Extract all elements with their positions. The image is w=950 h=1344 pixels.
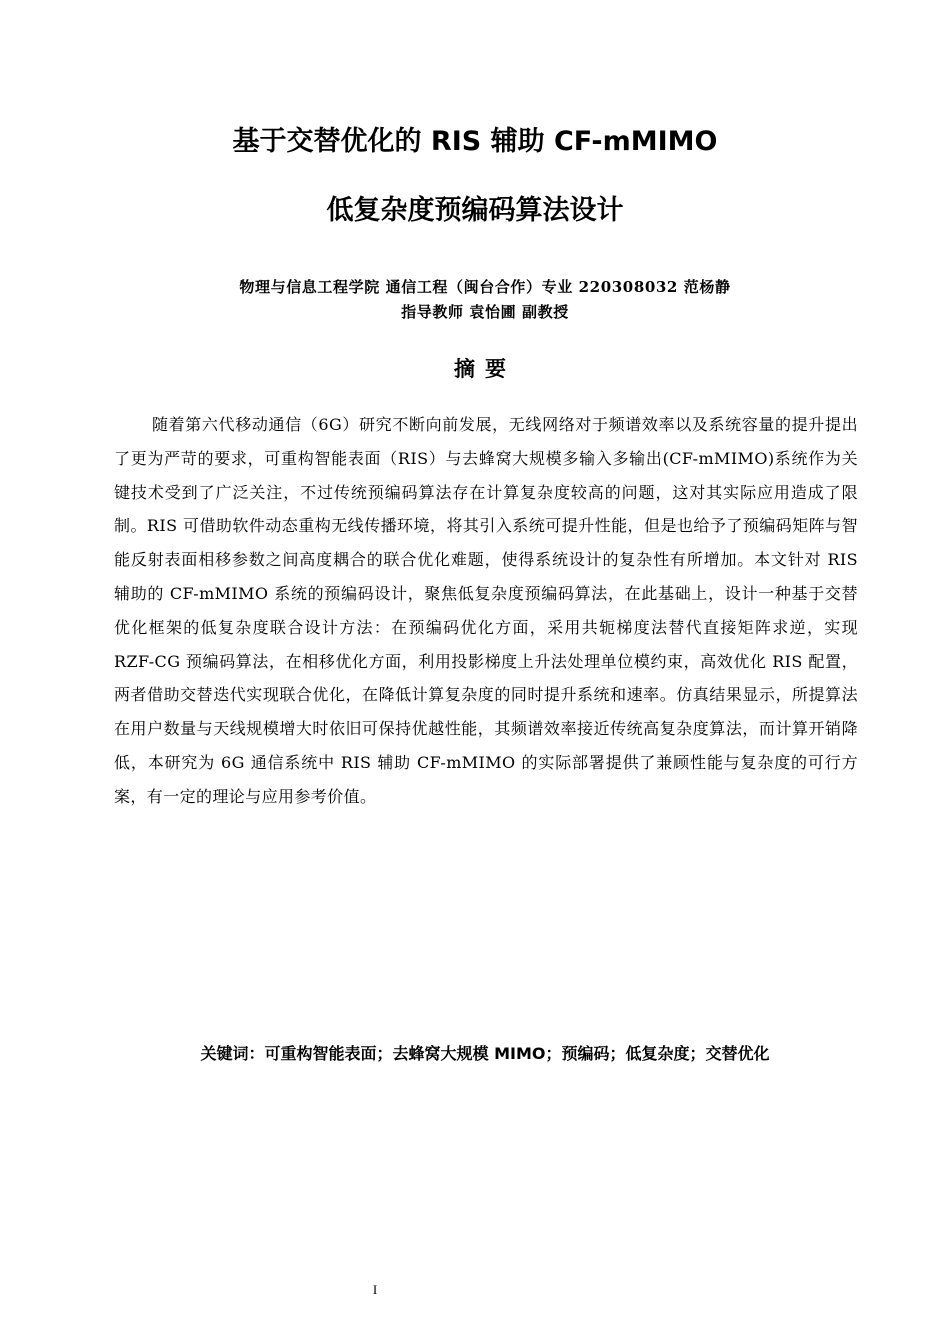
title-line-1: 基于交替优化的 RIS 辅助 CF-mMIMO xyxy=(232,126,718,157)
author-info: 物理与信息工程学院 通信工程（闽台合作）专业 220308032 范杨静 xyxy=(239,278,731,296)
keywords: 关键词：可重构智能表面；去蜂窝大规模 MIMO；预编码；低复杂度；交替优化 xyxy=(200,1044,770,1063)
abstract-body: 随着第六代移动通信（6G）研究不断向前发展，无线网络对于频谱效率以及系统容量的提升提出了更为严苛的要求，可重构智能表面（RIS）与去蜂窝大规模多输入多输出(CF-mMIMO)系统作为关键技术受到了广泛关注，不过传统预编码算法存在计算复杂度较高的问题，这对其实际应用造成了限制。RIS 可借助软件动态重构无线传播环境，将其引入系统可提升性能，但是也给予了预编码矩阵与智能反射表面相移参数之间高度耦合的联合优化难题，使得系统设计的复杂性有所增加。本文针对 RIS 辅助的 CF-mMIMO 系统的预编码设计，聚焦低复杂度预编码算法，在此基础上，设计一种基于交替优化框架的低复杂度联合设计方法：在预编码优化方面，采用共轭梯度法替代直接矩阵求逆，实现 RZF-CG 预编码算法，在相移优化方面，利用投影梯度上升法处理单位模约束，高效优化 RIS 配置，两者借助交替迭代实现联合优化，在降低计算复杂度的同时提升系统和速率。仿真结果显示，所提算法在用户数量与天线规模增大时依旧可保持优越性能，其频谱效率接近传统高复杂度算法，而计算开销降低，本研究为 6G 通信系统中 RIS 辅助 CF-mMIMO 的实际部署提供了兼顾性能与复杂度的可行方案，有一定的理论与应用参考价值。 xyxy=(114,415,858,806)
advisor-info: 指导教师 袁怡圃 副教授 xyxy=(401,303,569,321)
abstract-heading: 摘要 xyxy=(454,357,516,381)
page-number: I xyxy=(372,1282,378,1297)
title-line-2: 低复杂度预编码算法设计 xyxy=(326,195,624,226)
